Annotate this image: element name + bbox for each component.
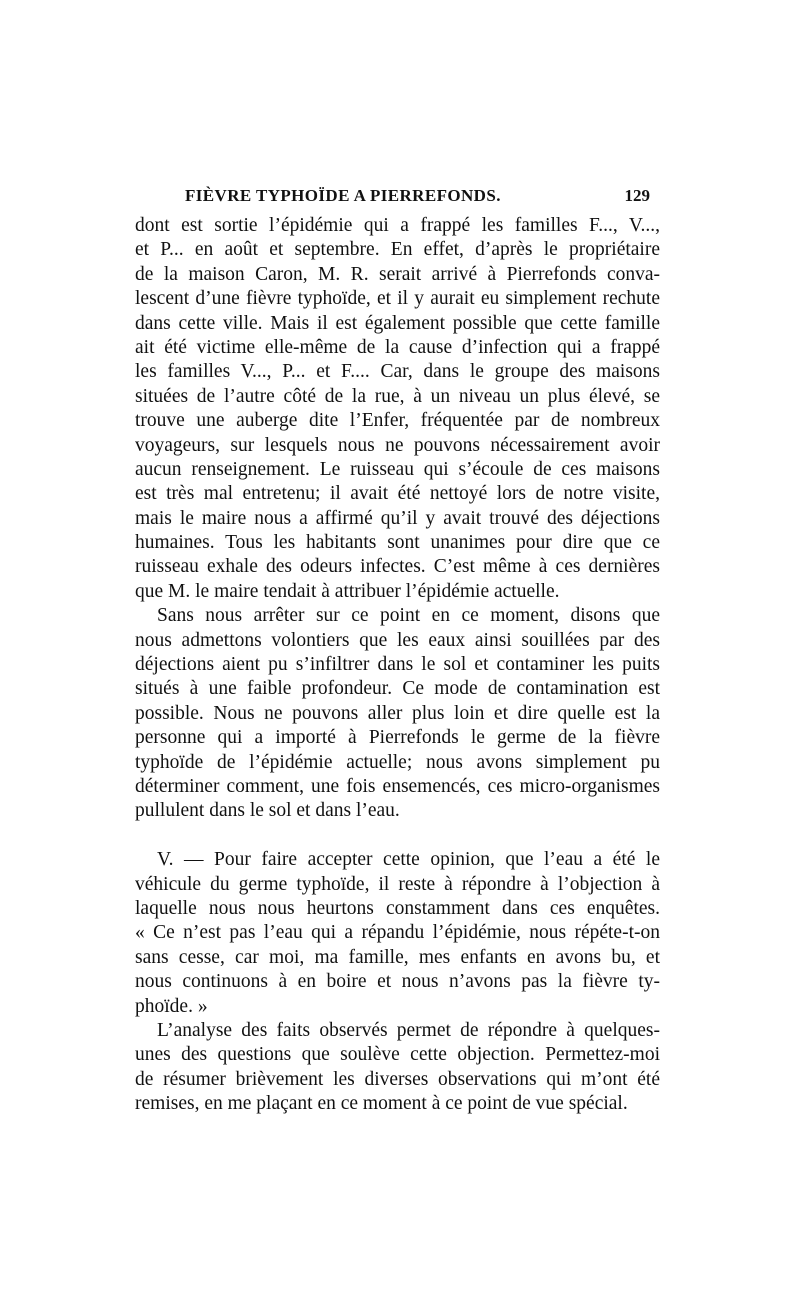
paragraph-4 bbox=[135, 1019, 660, 1117]
text-line: de la maison Caron, M. R. serait arrivé à Pierrefonds conva- bbox=[135, 263, 660, 285]
paragraph-1 bbox=[135, 214, 660, 604]
running-header bbox=[135, 186, 655, 212]
page-number: 129 bbox=[624, 186, 650, 205]
text-line: les familles V..., P... et F.... Car, dans le groupe des maisons bbox=[135, 361, 660, 383]
text-line: V. — Pour faire accepter cette opinion, que l’eau a été le bbox=[157, 849, 660, 871]
text-line: aucun renseignement. Le ruisseau qui s’écoule de ces maisons bbox=[135, 458, 660, 480]
text-line: remises, en me plaçant en ce moment à ce point de vue spécial. bbox=[135, 1093, 628, 1115]
text-line: possible. Nous ne pouvons aller plus loin et dire quelle est la bbox=[135, 702, 660, 724]
text-line: « Ce n’est pas l’eau qui a répandu l’épidémie, nous répéte-t-on bbox=[135, 922, 660, 944]
text-line: typhoïde de l’épidémie actuelle; nous avons simplement pu bbox=[135, 751, 660, 773]
section-gap bbox=[135, 824, 660, 848]
running-title: FIÈVRE TYPHOÏDE A PIERREFONDS. bbox=[185, 186, 501, 205]
text-line: pullulent dans le sol et dans l’eau. bbox=[135, 800, 400, 822]
text-line: ruisseau exhale des odeurs infectes. C’est même à ces dernières bbox=[135, 556, 660, 578]
text-line: mais le maire nous a affirmé qu’il y avait trouvé des déjections bbox=[135, 507, 660, 529]
text-line: et P... en août et septembre. En effet, d’après le propriétaire bbox=[135, 239, 660, 261]
paragraph-3 bbox=[135, 848, 660, 1019]
text-line: L’analyse des faits observés permet de répondre à quelques- bbox=[157, 1019, 660, 1041]
text-line: de résumer brièvement les diverses observations qui m’ont été bbox=[135, 1068, 660, 1090]
text-line: laquelle nous nous heurtons constamment dans ces enquêtes. bbox=[135, 897, 660, 919]
text-line: situées de l’autre côté de la rue, à un niveau un plus élevé, se bbox=[135, 385, 660, 407]
text-line: Sans nous arrêter sur ce point en ce moment, disons que bbox=[157, 605, 660, 627]
text-line: dont est sortie l’épidémie qui a frappé les familles F..., V..., bbox=[135, 215, 660, 236]
paragraph-2 bbox=[135, 604, 660, 824]
text-line: nous continuons à en boire et nous n’avons pas la fièvre ty- bbox=[135, 971, 660, 993]
text-line: nous admettons volontiers que les eaux ainsi souillées par des bbox=[135, 629, 660, 651]
text-line: ait été victime elle-même de la cause d’infection qui a frappé bbox=[135, 336, 660, 358]
text-line: lescent d’une fièvre typhoïde, et il y aurait eu simplement rechute bbox=[135, 288, 660, 310]
text-line: est très mal entretenu; il avait été nettoyé lors de notre visite, bbox=[135, 483, 660, 505]
body-text bbox=[135, 214, 660, 1224]
text-line: déjections aient pu s’infiltrer dans le sol et contaminer les puits bbox=[135, 654, 660, 676]
text-line: véhicule du germe typhoïde, il reste à répondre à l’objection à bbox=[135, 873, 660, 895]
text-line: humaines. Tous les habitants sont unanimes pour dire que ce bbox=[135, 532, 660, 554]
text-line: sans cesse, car moi, ma famille, mes enfants en avons bu, et bbox=[135, 946, 660, 968]
text-line: trouve une auberge dite l’Enfer, fréquentée par de nombreux bbox=[135, 410, 660, 432]
text-line: dans cette ville. Mais il est également possible que cette famille bbox=[135, 312, 660, 334]
text-line: situés à une faible profondeur. Ce mode de contamination est bbox=[135, 678, 660, 700]
text-line: unes des questions que soulève cette objection. Permettez-moi bbox=[135, 1044, 660, 1066]
text-line: déterminer comment, une fois ensemencés, ces micro-organismes bbox=[135, 775, 660, 797]
text-line: personne qui a importé à Pierrefonds le germe de la fièvre bbox=[135, 727, 660, 749]
text-line: que M. le maire tendait à attribuer l’épidémie actuelle. bbox=[135, 580, 560, 602]
text-line: phoïde. » bbox=[135, 995, 208, 1017]
text-line: voyageurs, sur lesquels nous ne pouvons nécessairement avoir bbox=[135, 434, 660, 456]
